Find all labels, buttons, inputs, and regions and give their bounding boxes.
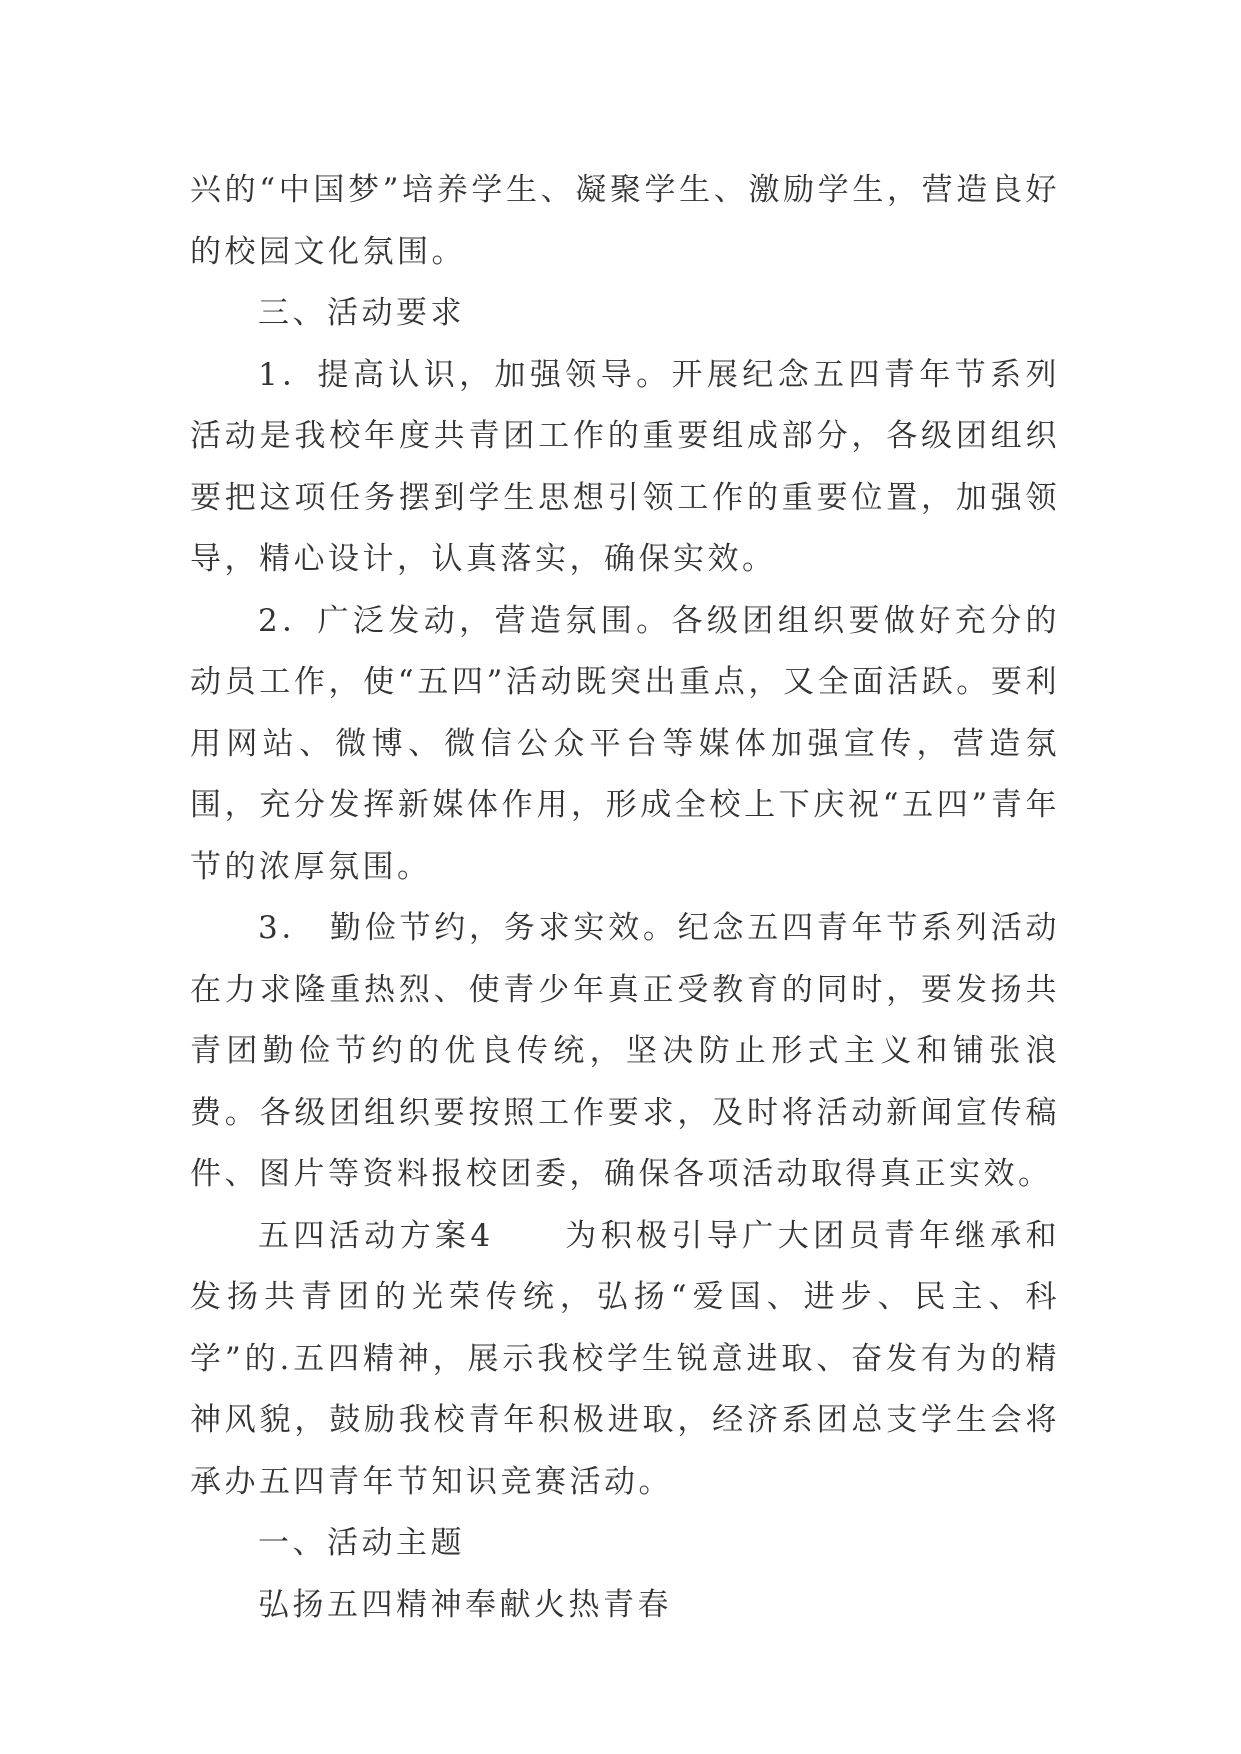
paragraph-continuation: 兴的“中国梦”培养学生、凝聚学生、激励学生，营造良好的校园文化氛围。 bbox=[190, 172, 1060, 270]
paragraph-plan-4: 五四活动方案4 为积极引导广大团员青年继承和发扬共青团的光荣传统，弘扬“爱国、进步、民主、科学”的.五四精神，展示我校学生锐意进取、奋发有为的精神风貌，鼓励我校青年积极进取，经济系团总支学生会将承办五四青年节知识竞赛活动。 bbox=[190, 1217, 1060, 1500]
paragraph-theme: 弘扬五四精神奉献火热青春 bbox=[258, 1586, 672, 1623]
paragraph-requirement-2: 2．广泛发动，营造氛围。各级团组织要做好充分的动员工作，使“五四”活动既突出重点，又全面活跃。要利用网站、微博、微信公众平台等媒体加强宣传，营造氛围，充分发挥新媒体作用，形成全校上下庆祝“五四”青年节的浓厚氛围。 bbox=[190, 602, 1060, 885]
paragraph-requirement-1: 1．提高认识，加强领导。开展纪念五四青年节系列活动是我校年度共青团工作的重要组成部分，各级团组织要把这项任务摆到学生思想引领工作的重要位置，加强领导，精心设计，认真落实，确保实效。 bbox=[190, 356, 1060, 577]
section-heading-theme: 一、活动主题 bbox=[258, 1525, 465, 1561]
body-text bbox=[190, 160, 1060, 1636]
section-heading-requirements: 三、活动要求 bbox=[258, 295, 465, 331]
paragraph-requirement-3: 3． 勤俭节约，务求实效。纪念五四青年节系列活动在力求隆重热烈、使青少年真正受教育的同时，要发扬共青团勤俭节约的优良传统，坚决防止形式主义和铺张浪费。各级团组织要按照工作要求，及时将活动新闻宣传稿件、图片等资料报校团委，确保各项活动取得真正实效。 bbox=[190, 910, 1060, 1192]
